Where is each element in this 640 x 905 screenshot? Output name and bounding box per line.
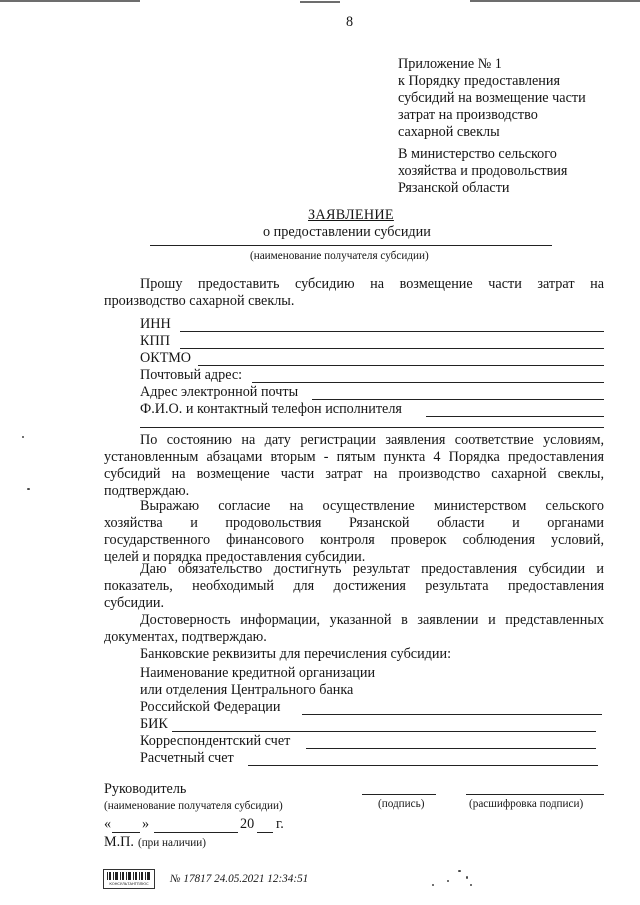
stamp-label: М.П. <box>104 834 134 850</box>
compliance-paragraph <box>104 432 604 500</box>
postal-address-field <box>140 367 604 384</box>
scan-edge-artifact <box>300 1 340 3</box>
recipient-name-caption: (наименование получателя субсидии) <box>250 250 429 262</box>
appendix-line: субсидий на возмещение части <box>398 90 586 106</box>
consent-line: Выражаю согласие на осуществление министерством сельского <box>140 498 604 514</box>
addressee-line: хозяйства и продовольствия <box>398 163 568 179</box>
obligation-line: субсидии. <box>104 595 165 611</box>
contact-label: Ф.И.О. и контактный телефон исполнителя <box>140 401 402 417</box>
barcode-icon <box>104 870 154 882</box>
date-quote-close: » <box>142 816 150 832</box>
document-subtitle: о предоставлении субсидии <box>263 224 431 240</box>
document-title: ЗАЯВЛЕНИЕ <box>308 207 394 223</box>
signature-line <box>362 794 436 795</box>
scan-speck <box>466 876 468 879</box>
appendix-line: к Порядку предоставления <box>398 73 560 89</box>
compliance-line: субсидий на возмещение части затрат на производство сахарной свеклы, <box>104 466 604 482</box>
contact-input-line <box>426 416 604 417</box>
account-field <box>140 750 598 767</box>
corr-account-label: Корреспондентский счет <box>140 733 291 749</box>
bik-input-line <box>172 731 596 732</box>
appendix-line: сахарной свеклы <box>398 124 500 140</box>
obligation-line: Даю обязательство достигнуть результат предоставления субсидии и <box>140 561 604 577</box>
page-number: 8 <box>346 14 354 30</box>
head-label: Руководитель <box>104 781 187 797</box>
consent-paragraph <box>104 498 604 566</box>
compliance-line: По состоянию на дату регистрации заявления соответствие условиям, <box>140 432 604 448</box>
request-line-2: производство сахарной свеклы. <box>104 293 295 309</box>
scan-edge-artifact <box>470 0 640 2</box>
scan-speck <box>27 488 30 490</box>
corr-account-input-line <box>306 748 596 749</box>
registration-stamp: № 17817 24.05.2021 12:34:51 <box>170 873 309 885</box>
addressee-line: В министерство сельского <box>398 146 557 162</box>
scan-speck <box>432 884 434 886</box>
date-year-prefix: 20 <box>240 816 255 832</box>
postal-address-label: Почтовый адрес: <box>140 367 243 383</box>
bank-org-input-line <box>302 714 602 715</box>
postal-address-input-line <box>252 382 604 383</box>
accuracy-line: Достоверность информации, указанной в заявлении и представленных <box>140 612 604 628</box>
kpp-label: КПП <box>140 333 170 349</box>
scan-speck <box>458 870 461 872</box>
addressee-block <box>398 146 567 197</box>
recipient-name-line <box>150 245 552 246</box>
bik-label: БИК <box>140 716 168 732</box>
oktmo-input-line <box>198 365 604 366</box>
accuracy-line: документах, подтверждаю. <box>104 629 267 645</box>
compliance-line: установленным абзацами вторым - пятым пункта 4 Порядка предоставления <box>104 449 604 465</box>
scan-speck <box>470 884 472 886</box>
bank-org-label-1: Наименование кредитной организации <box>140 665 376 681</box>
signature-decode-line <box>466 794 604 795</box>
email-label: Адрес электронной почты <box>140 384 299 400</box>
scan-speck <box>22 436 24 438</box>
consent-line: хозяйства и продовольствия Рязанской области и органами <box>104 515 604 531</box>
oktmo-label: ОКТМО <box>140 350 192 366</box>
accuracy-paragraph <box>104 612 604 646</box>
date-year-line <box>257 832 273 833</box>
request-line-1: Прошу предоставить субсидию на возмещение части затрат на <box>140 276 604 292</box>
addressee-line: Рязанской области <box>398 180 510 196</box>
appendix-block <box>398 56 586 141</box>
inn-field <box>140 316 604 333</box>
account-label: Расчетный счет <box>140 750 234 766</box>
obligation-line: показатель, необходимый для достижения результата предоставления <box>104 578 604 594</box>
appendix-line: Приложение № 1 <box>398 56 502 72</box>
bank-org-label-3: Российской Федерации <box>140 699 281 715</box>
barcode-stamp <box>103 869 155 889</box>
inn-label: ИНН <box>140 316 171 332</box>
consent-line: целей и порядка предоставления субсидии. <box>104 549 366 565</box>
kpp-input-line <box>180 348 604 349</box>
bank-org-label-2: или отделения Центрального банка <box>140 682 354 698</box>
stamp-note <box>104 833 206 851</box>
scan-edge-artifact <box>0 0 140 2</box>
contact-field <box>140 401 604 418</box>
scan-speck <box>447 880 449 882</box>
kpp-field <box>140 333 604 350</box>
signature-caption: (подпись) <box>378 798 425 810</box>
oktmo-field <box>140 350 604 367</box>
contact-extra-line <box>140 427 604 428</box>
date-quote-open: « <box>104 816 112 832</box>
obligation-paragraph <box>104 561 604 612</box>
signature-decode-caption: (расшифровка подписи) <box>469 798 584 810</box>
email-field <box>140 384 604 401</box>
appendix-line: затрат на производство <box>398 107 538 123</box>
compliance-line: подтверждаю. <box>104 483 190 499</box>
date-year-suffix: г. <box>276 816 284 832</box>
bank-heading: Банковские реквизиты для перечисления субсидии: <box>140 646 452 662</box>
consent-line: государственного финансового контроля проверок соблюдения условий, <box>104 532 604 548</box>
head-recipient-caption: (наименование получателя субсидии) <box>104 800 283 812</box>
bik-field <box>140 716 596 733</box>
stamp-note-text: (при наличии) <box>137 837 207 849</box>
bank-org-field <box>140 699 602 716</box>
account-input-line <box>248 765 598 766</box>
email-input-line <box>312 399 604 400</box>
barcode-caption: КОНСУЛЬТАНТПЛЮС <box>109 882 149 886</box>
inn-input-line <box>180 331 604 332</box>
corr-account-field <box>140 733 596 750</box>
